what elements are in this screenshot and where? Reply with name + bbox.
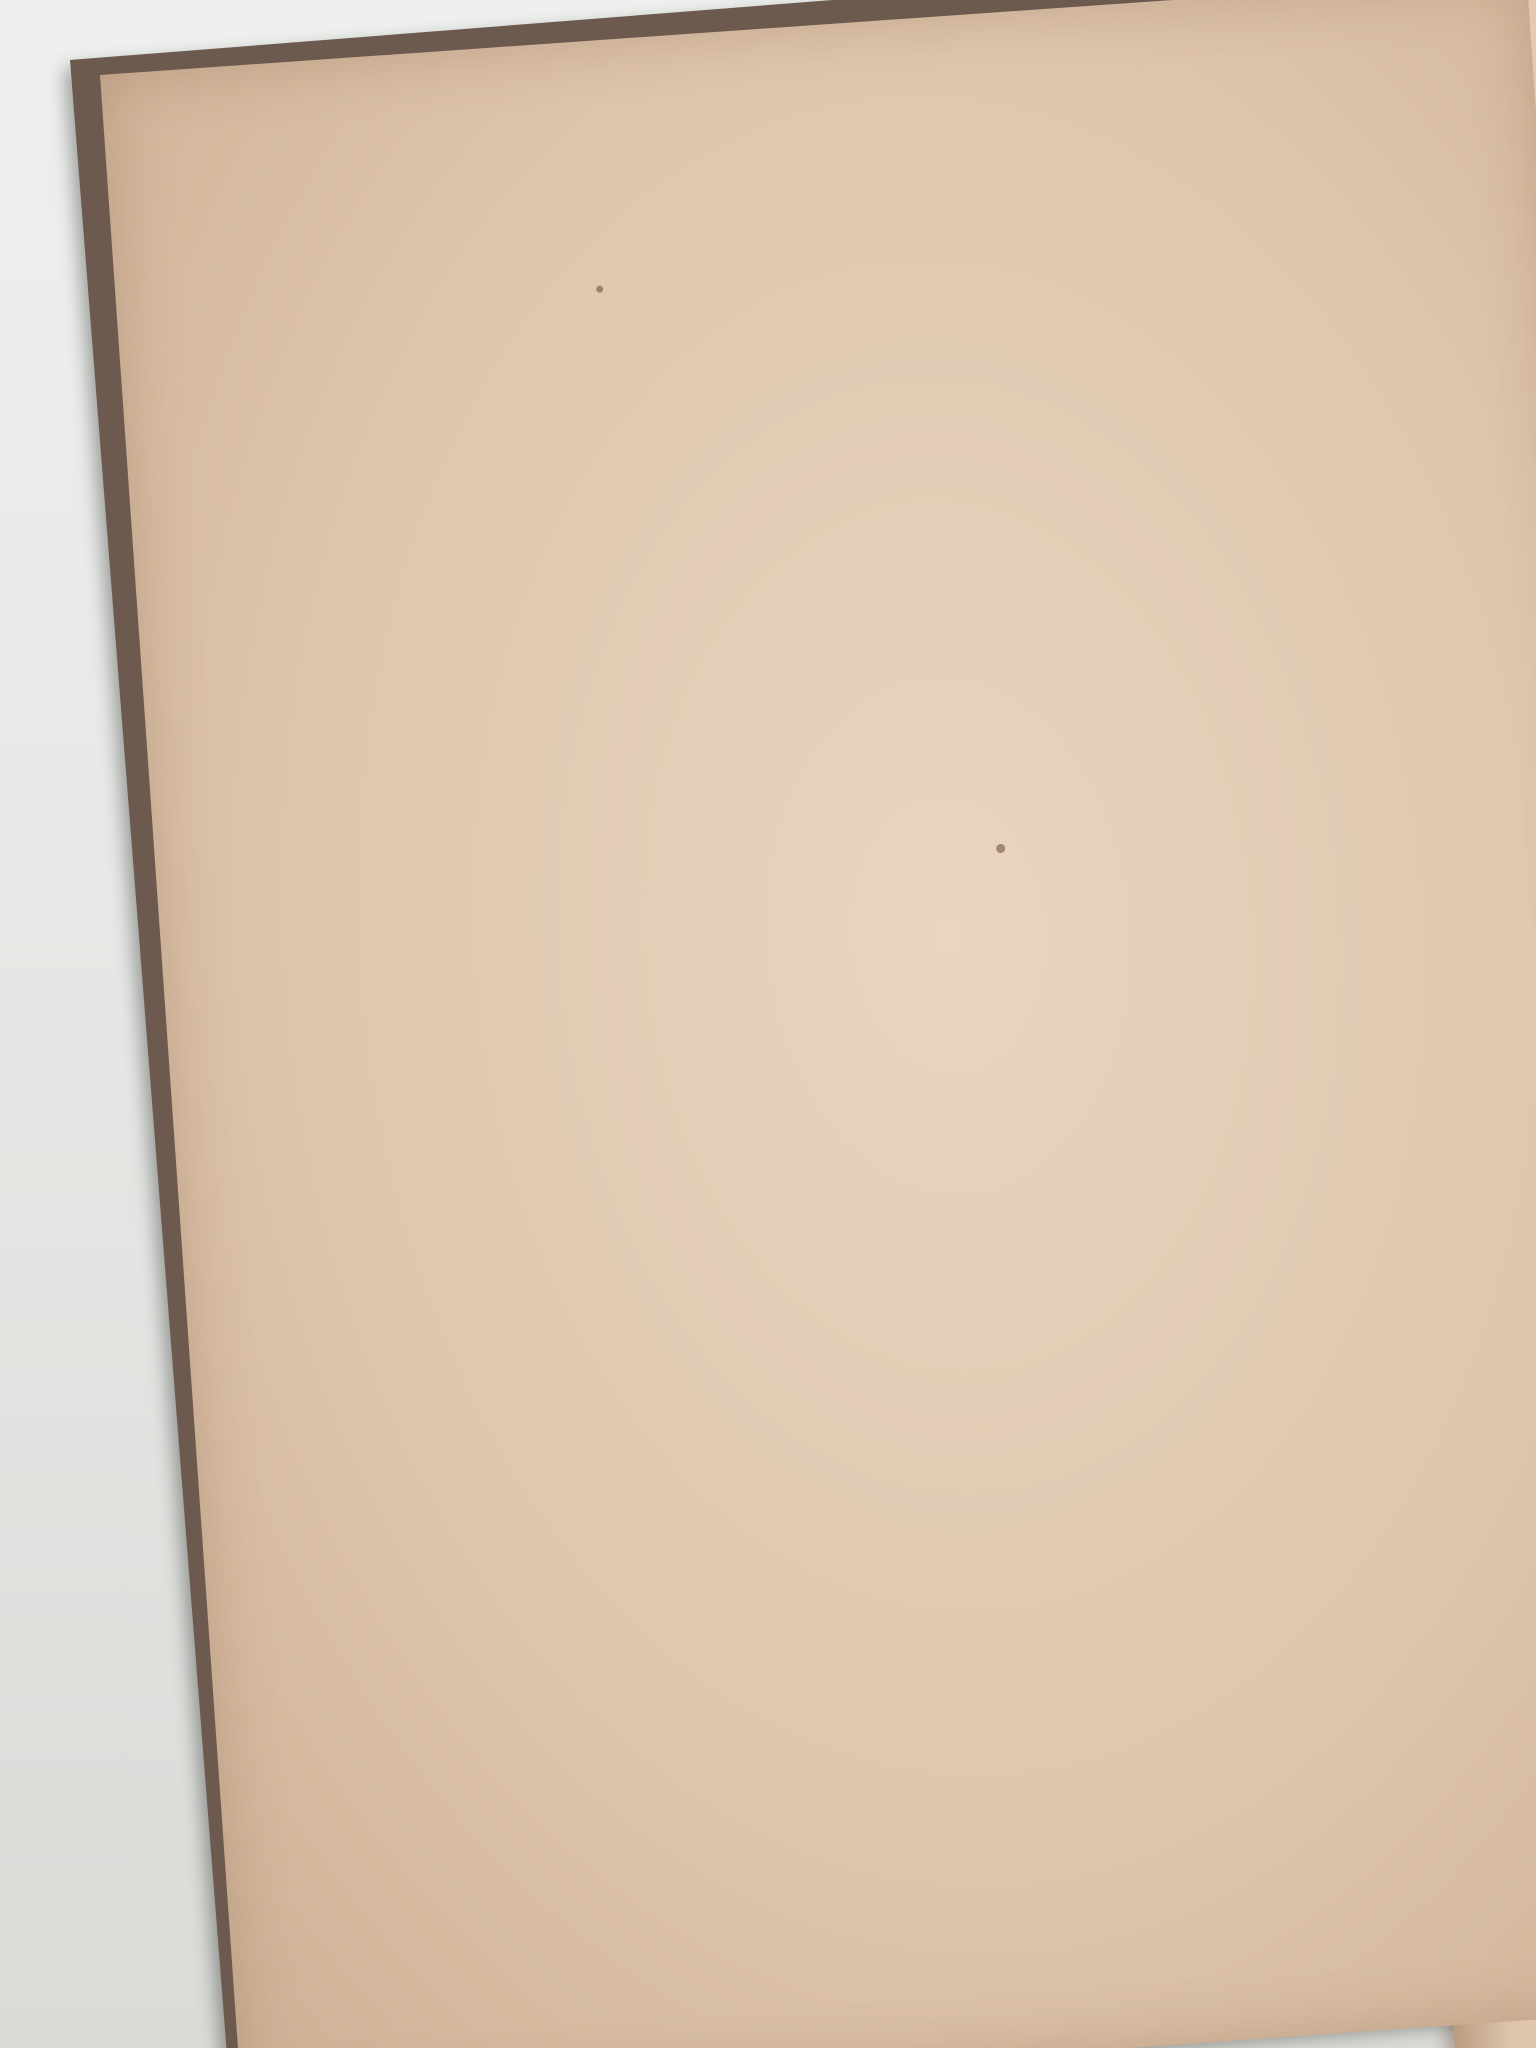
table-of-contents bbox=[100, 0, 1536, 2048]
book-page bbox=[100, 0, 1536, 2048]
